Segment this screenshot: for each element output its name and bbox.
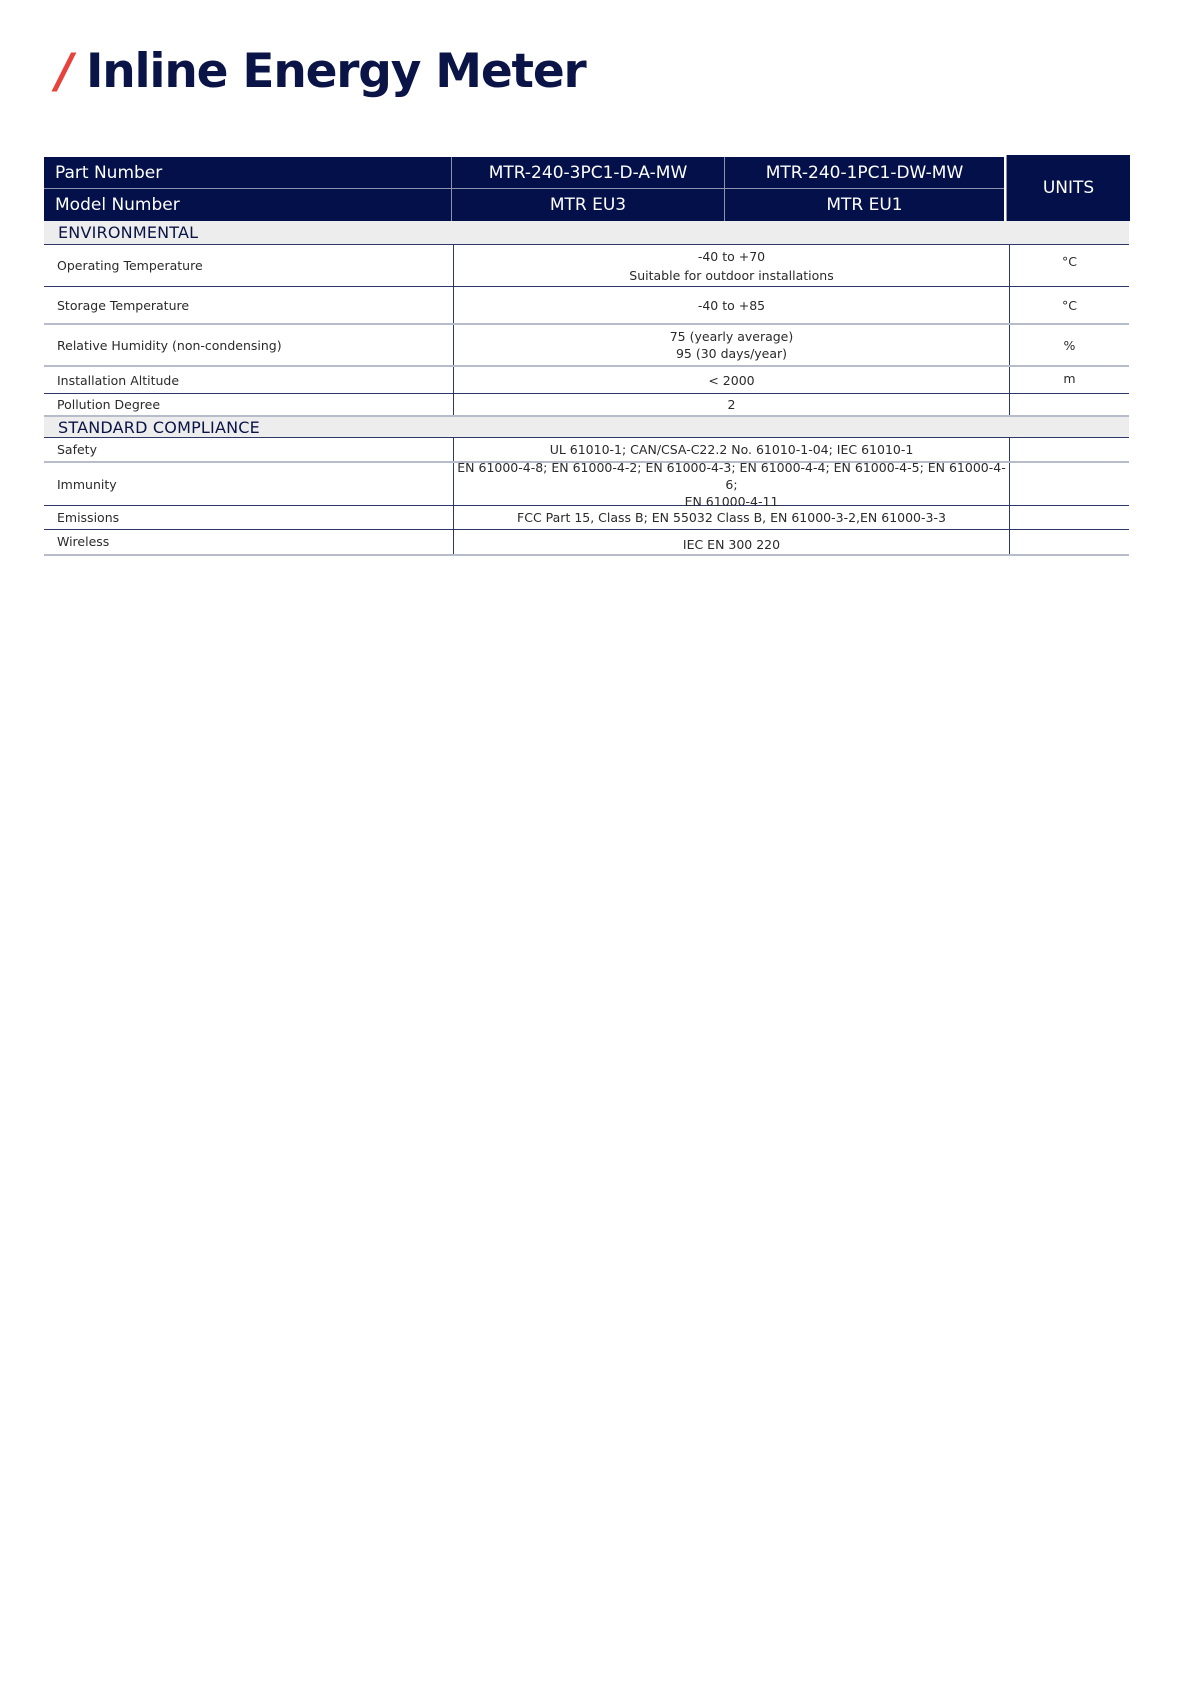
value-line-1: 2 (727, 397, 736, 412)
row-label: Operating Temperature (44, 245, 454, 286)
model-number-col-2: MTR EU1 (826, 195, 903, 215)
section-standard-compliance: STANDARD COMPLIANCE (44, 417, 1129, 438)
table-row-operating-temperature (44, 245, 1129, 287)
model-number-label: Model Number (44, 189, 452, 221)
row-value (454, 287, 1010, 323)
row-unit (1010, 394, 1129, 415)
header-row-model-number (44, 189, 1004, 221)
row-label: Relative Humidity (non-condensing) (44, 325, 454, 365)
row-unit: m (1063, 371, 1076, 386)
row-label: Immunity (44, 463, 454, 505)
table-header (44, 157, 1129, 221)
row-value (454, 325, 1010, 365)
row-unit: °C (1062, 297, 1077, 313)
row-label: Installation Altitude (44, 367, 454, 393)
value-line-1: 75 (yearly average) (669, 329, 794, 344)
row-unit (1010, 506, 1129, 529)
units-header: UNITS (1006, 155, 1130, 221)
spec-table (44, 157, 1129, 556)
table-row-relative-humidity (44, 325, 1129, 367)
row-value (454, 245, 1010, 286)
value-line-1: -40 to +70 (697, 248, 766, 264)
value-line-2: Suitable for outdoor installations (629, 267, 834, 283)
title-slash-mark: / (56, 44, 72, 99)
row-value (454, 506, 1010, 529)
table-row-storage-temperature (44, 287, 1129, 325)
part-number-col-1: MTR-240-3PC1-D-A-MW (452, 157, 725, 188)
table-row-pollution-degree (44, 394, 1129, 417)
row-label: Wireless (44, 530, 454, 554)
row-value (454, 530, 1010, 554)
value-line-1: FCC Part 15, Class B; EN 55032 Class B, EN 61000-3-2,EN 61000-3-3 (517, 510, 946, 525)
row-unit (1010, 530, 1129, 554)
row-label: Safety (44, 438, 454, 461)
row-label: Pollution Degree (44, 394, 454, 415)
value-line-1: -40 to +85 (697, 297, 766, 313)
model-number-col-1: MTR EU3 (452, 189, 725, 221)
row-label: Storage Temperature (44, 287, 454, 323)
row-unit (1010, 463, 1129, 505)
page-title (56, 44, 585, 99)
table-row-wireless (44, 530, 1129, 556)
row-label: Emissions (44, 506, 454, 529)
value-line-2: EN 61000-4-11 (684, 493, 779, 509)
row-unit: % (1063, 337, 1076, 353)
section-environmental: ENVIRONMENTAL (44, 221, 1129, 245)
part-number-label: Part Number (44, 157, 452, 188)
row-unit (1010, 438, 1129, 461)
value-line-2: 95 (30 days/year) (675, 346, 788, 361)
value-line-1: IEC EN 300 220 (682, 536, 781, 552)
table-row-installation-altitude (44, 367, 1129, 394)
part-number-col-2: MTR-240-1PC1-DW-MW (765, 162, 964, 183)
header-row-part-number (44, 157, 1004, 189)
table-row-emissions (44, 506, 1129, 530)
value-line-1: < 2000 (708, 372, 755, 388)
table-row-immunity (44, 459, 1129, 509)
title-text: Inline Energy Meter (85, 44, 586, 99)
value-line-1: UL 61010-1; CAN/CSA-C22.2 No. 61010-1-04; IEC 61010-1 (549, 442, 914, 457)
row-value (454, 367, 1010, 393)
row-unit: °C (1062, 254, 1077, 269)
row-value (454, 459, 1010, 509)
row-value (454, 394, 1010, 415)
value-line-1: EN 61000-4-8; EN 61000-4-2; EN 61000-4-3; EN 61000-4-4; EN 61000-4-5; EN 61000-4-6; (457, 459, 1006, 492)
